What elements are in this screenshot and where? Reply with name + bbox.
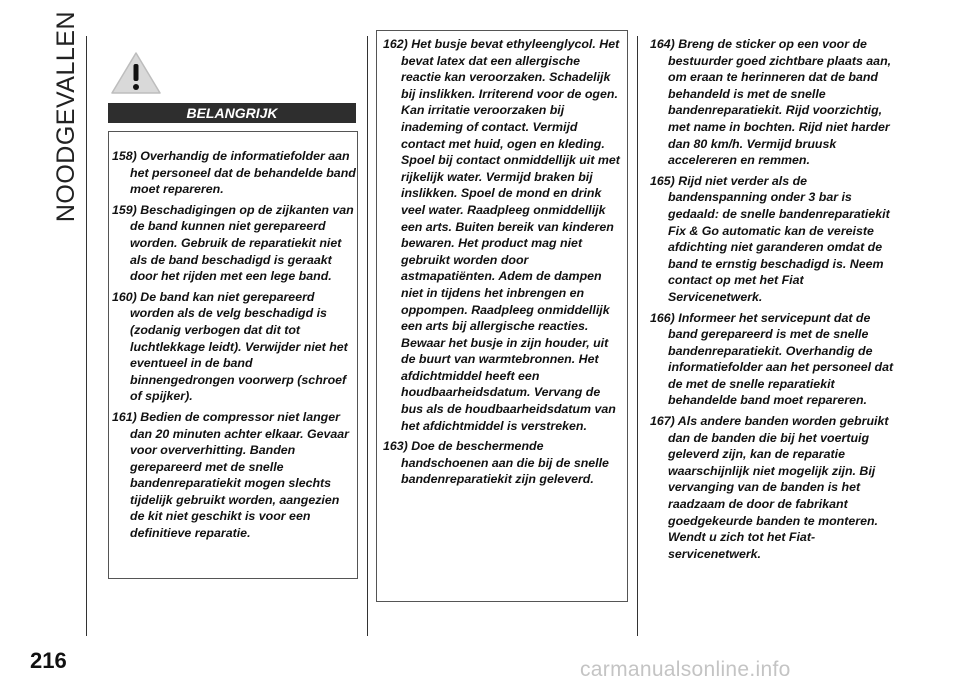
column-2 — [383, 36, 623, 492]
divider-middle — [367, 36, 368, 636]
list-item: 159) Beschadigingen op de zijkanten van de band kunnen niet gerepareerd worden. Gebruik de reparatiekit niet als de band beschadigd is geraakt door het rijden met een lege band. — [112, 202, 354, 284]
warning-heading: BELANGRIJK — [108, 103, 356, 123]
list-item: 160) De band kan niet gerepareerd worden als de velg beschadigd is (zodanig verbogen dat dit tot luchtlekkage leidt). Verwijder niet het eventueel in de band binnengedrongen voorwerp (schroef of spijker). — [112, 289, 348, 404]
list-item: 167) Als andere banden worden gebruikt dan de banden die bij het voertuig geleverd zijn, kan de reparatie waarschijnlijk niet mogelijk zijn. Bij vervanging van de banden is het raadzaam de door de fabrikant goedgekeurde banden te monteren. Wendt u zich tot het Fiat-servicenetwerk. — [650, 414, 889, 561]
divider-right — [637, 36, 638, 636]
list-item: 166) Informeer het servicepunt dat de band gerepareerd is met de snelle bandenreparatiekit. Overhandig de informatiefolder aan het personeel dat de met de snelle reparatiekit behandelde band moet repareren. — [650, 310, 894, 408]
list-item: 163) Doe de beschermende handschoenen aan die bij de snelle bandenreparatiekit zijn geleverd. — [383, 439, 609, 487]
divider-left — [86, 36, 87, 636]
list-item: 165) Rijd niet verder als de bandenspanning onder 3 bar is gedaald: de snelle bandenreparatiekit Fix & Go automatic kan de vereiste afdichting niet garanderen omdat de band te ernstig beschadigd is. Neem contact op met het Fiat Servicenetwerk. — [650, 173, 890, 304]
list-item: 161) Bedien de compressor niet langer dan 20 minuten achter elkaar. Gevaar voor oververhitting. Banden gerepareerd met de snelle bandenreparatiekit mogen slechts tijdelijk gebruikt worden, aangezien de kit niet geschikt is voor een definitieve reparatie. — [112, 409, 350, 541]
column-1 — [112, 148, 356, 546]
list-item: 162) Het busje bevat ethyleenglycol. Het bevat latex dat een allergische reactie kan veroorzaken. Schadelijk bij inslikken. Irriterend voor de ogen. Kan irritatie veroorzaken bij inademing of contact. Vermijd contact met huid, ogen en kleding. Spoel bij contact onmiddellijk uit met rijkelijk water. Vermijd braken bij inslikken. Spoel de mond en drink veel water. Raadpleeg onmiddellijk een arts. Buiten bereik van kinderen bewaren. Het product mag niet gebruikt worden door astmapatiënten. Adem de dampen niet in tijdens het inbrengen en oppompen. Raadpleeg onmiddellijk een arts bij allergische reacties. Bewaar het busje in zijn houder, uit de buurt van warmtebronnen. Het afdichtmiddel heeft een houdbaarheidsdatum. Vervang de bus als de houdbaarheidsdatum van het afdichtmiddel is verstreken. — [383, 37, 620, 433]
page-number: 216 — [30, 648, 67, 673]
list-item: 158) Overhandig de informatiefolder aan het personeel dat de behandelde band moet repareren. — [112, 149, 356, 197]
list-item: 164) Breng de sticker op een voor de bestuurder goed zichtbare plaats aan, om eraan te herinneren dat de band behandeld is met de snelle bandenreparatiekit. Rijd voorzichtig, met name in bochten. Rijd niet harder dan 80 km/h. Vermijd bruusk accelereren en remmen. — [650, 37, 892, 168]
column-3 — [650, 36, 898, 566]
watermark: carmanualsonline.info — [580, 658, 791, 681]
section-title-text: NOODGEVALLEN — [51, 10, 80, 222]
section-title — [44, 10, 88, 222]
warning-triangle-icon — [110, 50, 162, 96]
